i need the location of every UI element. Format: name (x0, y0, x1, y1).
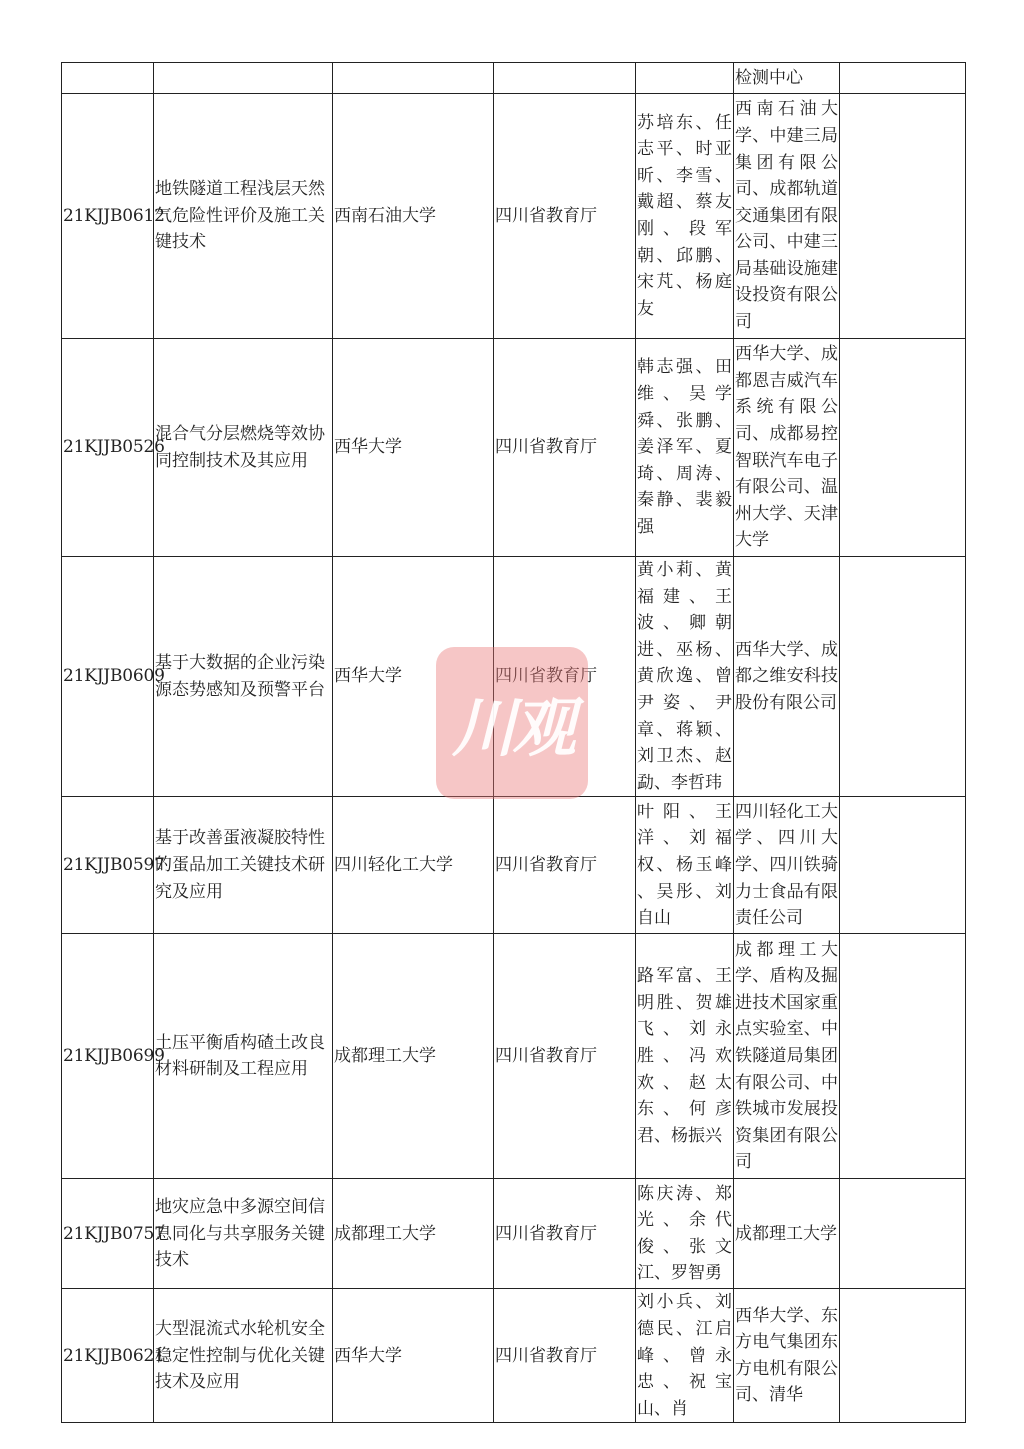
lead-unit-cell: 成都理工大学 (333, 934, 494, 1179)
people-cell: 叶阳、王洋、刘福权、杨玉峰 、吴彤、刘自山 (636, 797, 734, 934)
project-name-cell: 地灾应急中多源空间信息同化与共享服务关键技术 (154, 1179, 333, 1289)
nominating-dept-cell: 四川省教育厅 (494, 339, 636, 557)
partner-units-cell: 西南石油大学、中建三局集团有限公司、成都轨道交通集团有限公司、中建三局基础设施建设投资有限公司 (734, 94, 840, 339)
extra-cell (840, 339, 966, 557)
project-id-cell (62, 63, 154, 94)
partner-units-cell: 成都理工大学 (734, 1179, 840, 1289)
lead-unit-cell: 西华大学 (333, 557, 494, 797)
extra-cell (840, 934, 966, 1179)
lead-unit-cell: 西华大学 (333, 1289, 494, 1423)
project-name-cell (154, 63, 333, 94)
table-row (62, 797, 966, 934)
project-name-cell: 基于改善蛋液凝胶特性的蛋品加工关键技术研究及应用 (154, 797, 333, 934)
partner-units-cell: 成都理工大学、盾构及掘进技术国家重点实验室、中铁隧道局集团有限公司、中铁城市发展投资集团有限公司 (734, 934, 840, 1179)
partner-units-cell: 西华大学、成都恩吉威汽车系统有限公司、成都易控智联汽车电子有限公司、温州大学、天津大学 (734, 339, 840, 557)
project-name-cell: 大型混流式水轮机安全稳定性控制与优化关键技术及应用 (154, 1289, 333, 1423)
project-id-cell: 21KJJB0597 (62, 797, 154, 934)
project-name-cell: 基于大数据的企业污染源态势感知及预警平台 (154, 557, 333, 797)
project-name-cell: 土压平衡盾构碴土改良材料研制及工程应用 (154, 934, 333, 1179)
nominating-dept-cell: 四川省教育厅 (494, 1289, 636, 1423)
table-row (62, 1179, 966, 1289)
table-row (62, 94, 966, 339)
project-id-cell: 21KJJB0609 (62, 557, 154, 797)
table-row (62, 1289, 966, 1423)
nominating-dept-cell: 四川省教育厅 (494, 797, 636, 934)
people-cell: 路军富、王明胜、贺雄飞、刘永胜、冯欢欢、赵太东、何彦君、杨振兴 (636, 934, 734, 1179)
nominating-dept-cell: 四川省教育厅 (494, 94, 636, 339)
extra-cell (840, 557, 966, 797)
lead-unit-cell (333, 63, 494, 94)
nominating-dept-cell: 四川省教育厅 (494, 557, 636, 797)
people-cell: 陈庆涛、郑光、余代俊、张文江、罗智勇 (636, 1179, 734, 1289)
project-id-cell: 21KJJB0757 (62, 1179, 154, 1289)
nominating-dept-cell: 四川省教育厅 (494, 934, 636, 1179)
lead-unit-cell: 西华大学 (333, 339, 494, 557)
nominating-dept-cell (494, 63, 636, 94)
people-cell (636, 63, 734, 94)
lead-unit-cell: 西南石油大学 (333, 94, 494, 339)
nominating-dept-cell: 四川省教育厅 (494, 1179, 636, 1289)
project-id-cell: 21KJJB0612 (62, 94, 154, 339)
watermark-text: 川观 (452, 692, 572, 766)
project-id-cell: 21KJJB0621 (62, 1289, 154, 1423)
partner-units-cell: 西华大学、东方电气集团东方电机有限公司、清华 (734, 1289, 840, 1423)
extra-cell (840, 797, 966, 934)
table-row (62, 339, 966, 557)
project-id-cell: 21KJJB0699 (62, 934, 154, 1179)
people-cell: 苏培东、任志平、时亚昕、李雪、戴超、蔡友刚、段军朝、邱鹏、宋芃、杨庭友 (636, 94, 734, 339)
project-name-cell: 地铁隧道工程浅层天然气危险性评价及施工关键技术 (154, 94, 333, 339)
extra-cell (840, 94, 966, 339)
partner-units-cell: 西华大学、成都之维安科技股份有限公司 (734, 557, 840, 797)
watermark-logo (436, 647, 588, 799)
project-id-cell: 21KJJB0526 (62, 339, 154, 557)
people-cell: 韩志强、田维、吴学舜、张鹏、姜泽军、夏琦、周涛、秦静、裴毅强 (636, 339, 734, 557)
people-cell: 刘小兵、刘德民、江启峰、曾永忠、祝宝山、肖 (636, 1289, 734, 1423)
extra-cell (840, 63, 966, 94)
table-row (62, 63, 966, 94)
people-cell: 黄小莉、黄福建、王波、卿朝进、巫杨、黄欣逸、曾尹姿、尹章、蒋颖、刘卫杰、赵勐、李哲玮 (636, 557, 734, 797)
partner-units-cell: 四川轻化工大学、四川大学、四川铁骑力士食品有限责任公司 (734, 797, 840, 934)
partner-units-cell: 检测中心 (734, 63, 840, 94)
lead-unit-cell: 成都理工大学 (333, 1179, 494, 1289)
extra-cell (840, 1179, 966, 1289)
lead-unit-cell: 四川轻化工大学 (333, 797, 494, 934)
project-name-cell: 混合气分层燃烧等效协同控制技术及其应用 (154, 339, 333, 557)
extra-cell (840, 1289, 966, 1423)
table-row (62, 934, 966, 1179)
